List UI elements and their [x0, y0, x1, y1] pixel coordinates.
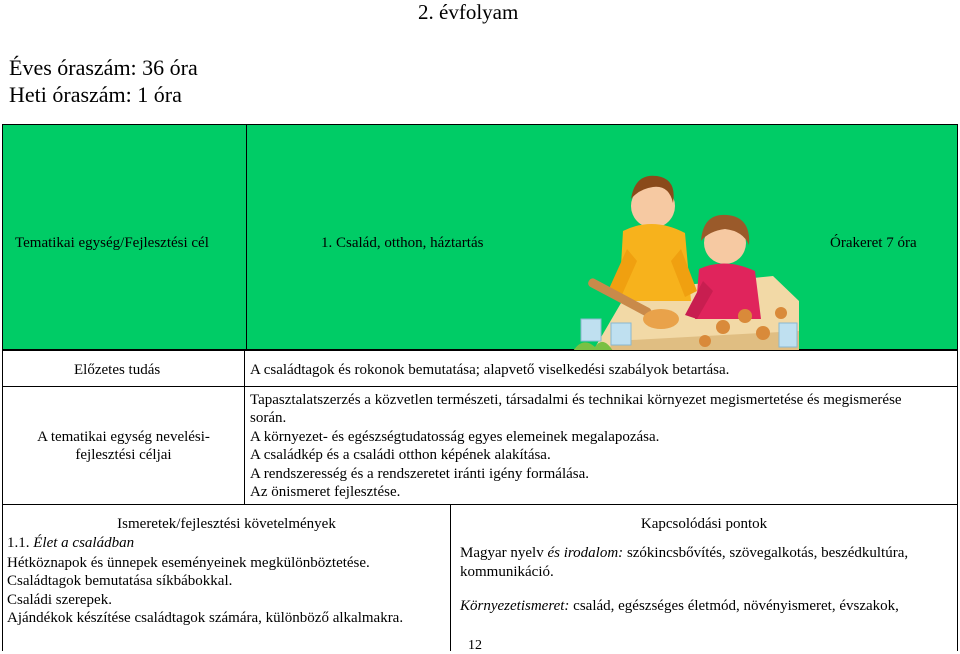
connection-text: szókincsbővítés, szövegalkotás, beszédkultúra,: [623, 545, 909, 561]
goals-line: A családkép és a családi otthon képének alakítása.: [250, 447, 551, 463]
requirements-line: Családtagok bemutatása síkbábokkal.: [7, 573, 233, 589]
requirements-item: [7, 535, 134, 552]
connection-item: [460, 598, 899, 615]
connection-text-cont: kommunikáció.: [460, 564, 554, 580]
connection-subject-italic: Környezetismeret:: [460, 598, 570, 614]
requirements-line: Hétköznapok és ünnepek eseményeinek megkülönböztetése.: [7, 555, 370, 571]
requirements-line: Családi szerepek.: [7, 592, 112, 608]
goals-line: Tapasztalatszerzés a közvetlen természeti, társadalmi és technikai környezet megismertetése és megismerése: [250, 392, 902, 408]
goals-line: A rendszeresség és a rendszeretet iránti igény formálása.: [250, 466, 590, 482]
goals-line: Az önismeret fejlesztése.: [250, 484, 401, 500]
grade-title: 2. évfolyam: [418, 0, 519, 24]
connection-text: család, egészséges életmód, növényismeret, évszakok,: [569, 598, 899, 614]
prior-knowledge-label: Előzetes tudás: [74, 362, 161, 378]
children-baking-illustration: [573, 151, 799, 351]
unit-header-row: [2, 124, 958, 350]
connection-item: [460, 545, 908, 562]
connection-subject-italic: és irodalom:: [547, 545, 624, 561]
unit-hours: Órakeret 7 óra: [830, 235, 917, 251]
connections-header: Kapcsolódási pontok: [640, 516, 768, 532]
unit-header-label: Tematikai egység/Fejlesztési cél: [15, 235, 209, 251]
weekly-hours: Heti óraszám: 1 óra: [9, 82, 182, 107]
connection-subject: Magyar nyelv: [460, 545, 548, 561]
requirements-header: Ismeretek/fejlesztési követelmények: [117, 516, 336, 532]
goals-line: során.: [250, 410, 287, 426]
goals-line: A környezet- és egészségtudatosság egyes elemeinek megalapozása.: [250, 429, 660, 445]
unit-title: 1. Család, otthon, háztartás: [321, 235, 484, 251]
requirements-line: Ajándékok készítése családtagok számára, különböző alkalmakra.: [7, 610, 404, 626]
goals-label-line1: A tematikai egység nevelési-: [37, 429, 210, 445]
annual-hours: Éves óraszám: 36 óra: [9, 55, 198, 80]
prior-knowledge-text: A családtagok és rokonok bemutatása; alapvető viselkedési szabályok betartása.: [250, 362, 730, 378]
page-number: 12: [468, 638, 482, 653]
goals-label-line2: fejlesztési céljai: [75, 447, 172, 463]
requirements-subtitle: Élet a családban: [33, 535, 135, 551]
requirements-number: 1.1.: [7, 535, 30, 551]
